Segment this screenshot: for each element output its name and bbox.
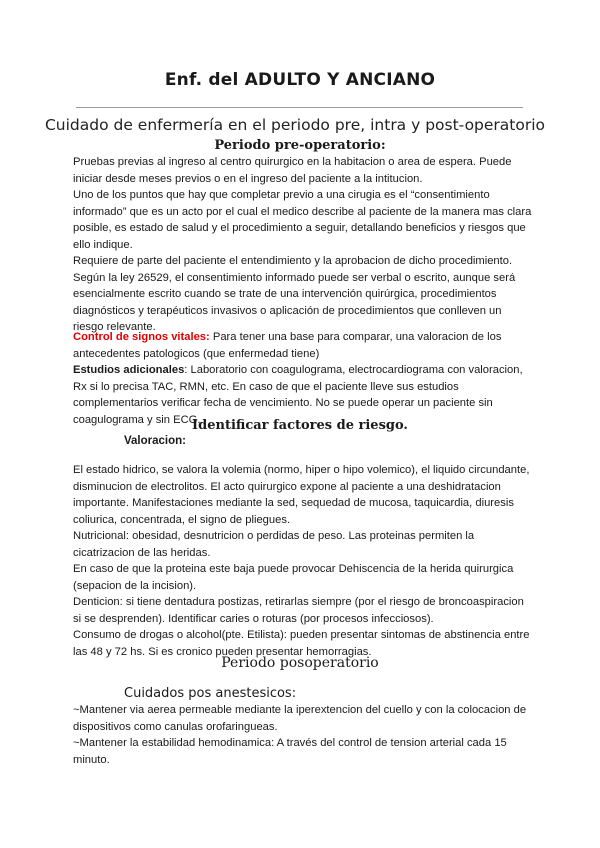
paragraph: Uno de los puntos que hay que completar previo a una cirugia es el “consentimiento informado” que es un acto por el cual el medico describe al paciente de la manera mas clara posible, es estado de salud y el procedimiento a seguir, detallando beneficios y riesgos que ello indique. — [73, 189, 532, 251]
preoperatorio-body — [73, 154, 533, 336]
heading-preoperatorio: Periodo pre-operatorio: — [214, 138, 386, 153]
paragraph: Nutricional: obesidad, desnutricion o perdidas de peso. Las proteinas permiten la cicatrizacion de las heridas. — [73, 530, 475, 559]
valoracion-label: Valoracion: — [124, 435, 186, 447]
paragraph: En caso de que la proteina este baja puede provocar Dehiscencia de la herida quirurgica (sepacion de la incision). — [73, 563, 514, 592]
paragraph: Pruebas previas al ingreso al centro quirurgico en la habitacion o area de espera. Puede iniciar desde meses previos o en el ingreso del paciente a la intitucion. — [73, 156, 512, 185]
heading-factores-riesgo: Identificar factores de riesgo. — [192, 418, 408, 433]
signos-block — [73, 329, 533, 428]
signos-text: Para tener una base para comparar, una valoracion de los antecedentes patologicos (que enfermedad tiene) — [73, 331, 502, 360]
heading-posoperatorio: Periodo posoperatorio — [221, 655, 379, 671]
posoperatorio-body — [73, 702, 533, 768]
document-title: Enf. del ADULTO Y ANCIANO — [164, 70, 436, 90]
paragraph: Requiere de parte del paciente el entendimiento y la aprobacion de dicho procedimiento. Según la ley 26529, el consentimiento informado puede ser verbal o escrito, aunque será esencialmente escrito cuando se trate de una intervención quirúrgica, procedimientos diagnósticos y terapéuticos invasivos o aplicación de procedimientos que conlleven un riesgo relevante. — [73, 255, 516, 333]
paragraph: ~Mantener la estabilidad hemodinamica: A través del control de tension arterial cada 15 minuto. — [73, 737, 507, 766]
paragraph: ~Mantener via aerea permeable mediante la iperextencion del cuello y con la colocacion de dispositivos como canulas orofaringueas. — [73, 704, 527, 733]
estudios-label: Estudios adicionales — [73, 364, 185, 376]
title-divider — [76, 107, 523, 108]
paragraph: El estado hidrico, se valora la volemia (normo, hiper o hipo volemico), el liquido circundante, disminucion de electrolitos. El acto quirurgico expone al paciente a una deshidratacion importante. Manifestaciones mediante la sed, sequedad de mucosa, taquicardia, diuresis coliurica, concentrada, el signo de pliegues. — [73, 464, 530, 526]
signos-label: Control de signos vitales: — [73, 331, 210, 343]
paragraph: Consumo de drogas o alcohol(pte. Etilista): pueden presentar sintomas de abstinencia entre las 48 y 72 hs. Si es cronico pueden presentar hemorragias. — [73, 629, 530, 658]
riesgo-body — [73, 462, 533, 660]
estudios-text: : Laboratorio con coagulograma, electrocardiograma con valoracion, Rx si lo precisa TAC, RMN, etc. En caso de que el paciente lleve sus estudios complementarios verificar fecha de vencimiento. No se puede operar un paciente sin coagulograma y sin ECG. — [73, 364, 523, 426]
cuidados-label: Cuidados pos anestesicos: — [124, 686, 297, 701]
document-subtitle: Cuidado de enfermería en el periodo pre, intra y post-operatorio — [44, 116, 546, 134]
paragraph: Denticion: si tiene dentadura postizas, retirarlas siempre (por el riesgo de broncoaspiracion si se desprenden). Identificar caries o roturas (por procesos infecciosos). — [73, 596, 524, 625]
paragraph — [73, 329, 533, 362]
